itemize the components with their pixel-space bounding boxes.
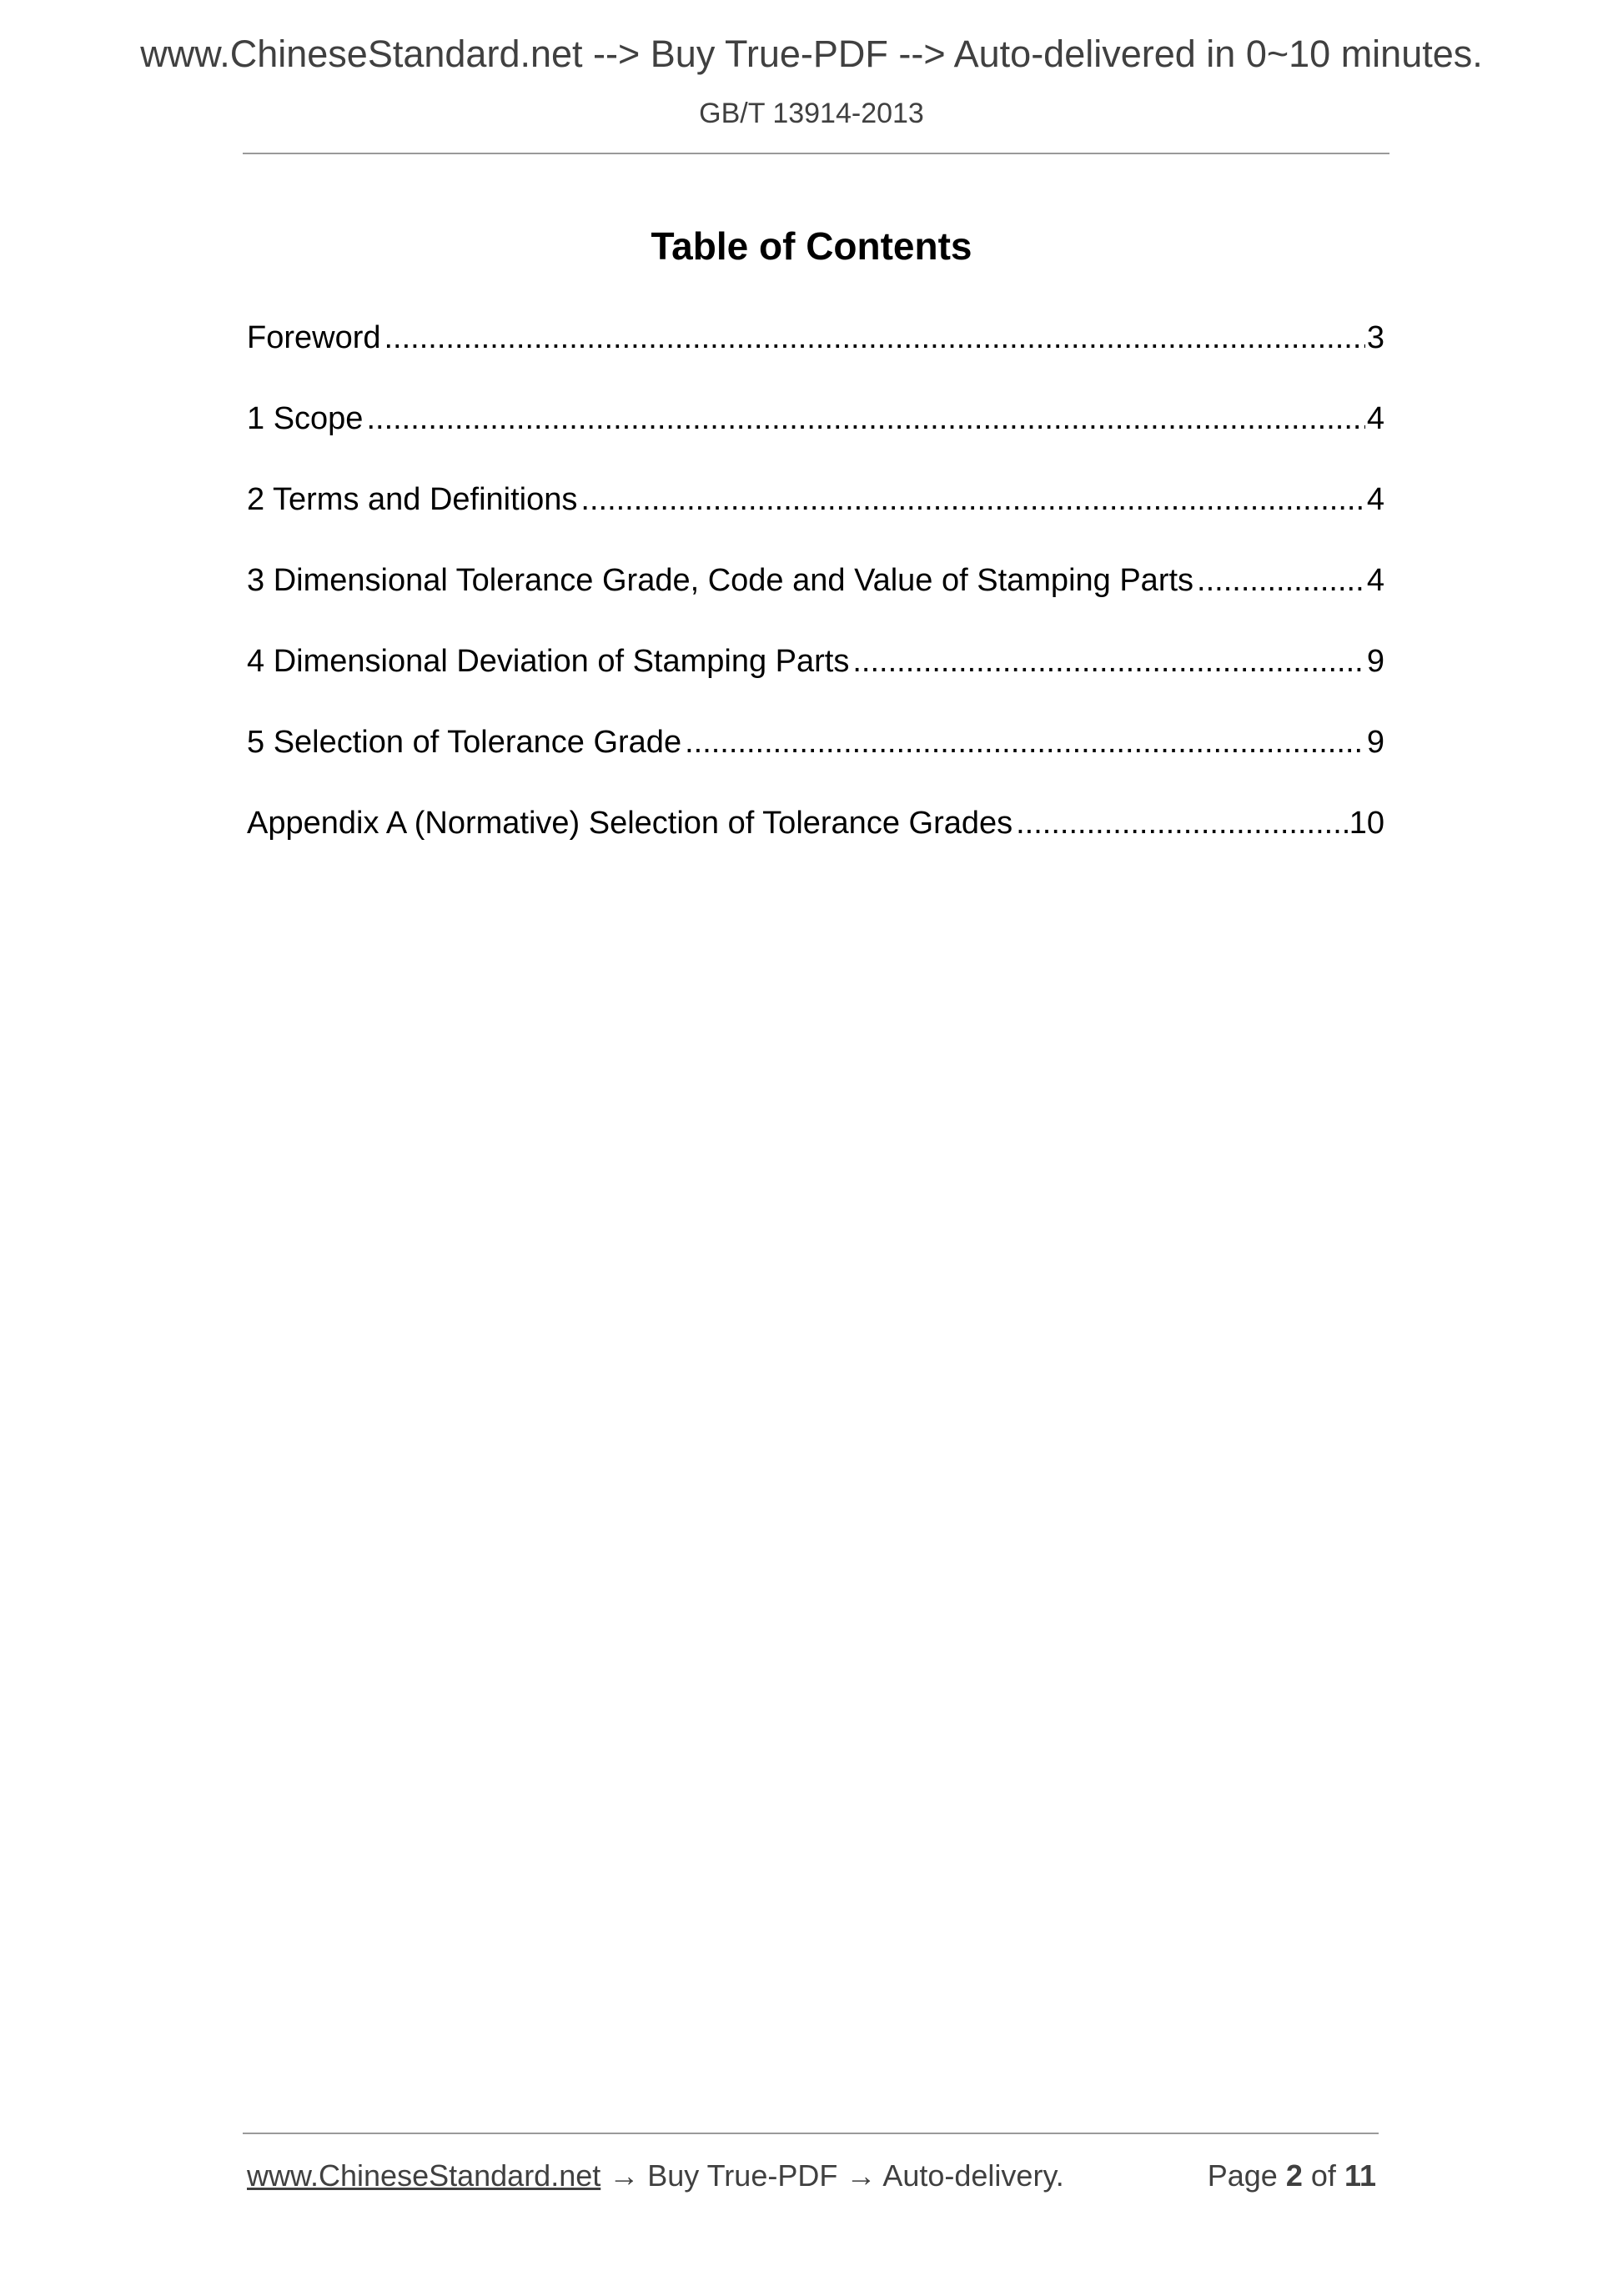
footer-tagline: → Buy True-PDF → Auto-delivery. <box>609 2158 1064 2193</box>
toc-entry-appendix-a[interactable] <box>247 802 1384 883</box>
toc-entry-page: 4 <box>1366 401 1384 436</box>
page-number <box>1208 2157 1376 2195</box>
toc-dot-leader <box>1197 560 1365 601</box>
toc-entry-page: 4 <box>1366 482 1384 517</box>
header-divider <box>243 153 1389 154</box>
toc-entry-selection-of-tolerance-grade[interactable] <box>247 721 1384 802</box>
toc-entry-foreword[interactable] <box>247 317 1384 398</box>
footer-divider <box>243 2133 1379 2134</box>
toc-dot-leader <box>384 317 1365 359</box>
toc-dot-leader <box>685 721 1365 763</box>
toc-entry-page: 4 <box>1366 563 1384 598</box>
standard-code: GB/T 13914-2013 <box>699 98 924 129</box>
toc-dot-leader <box>366 398 1364 440</box>
toc-entry-label: 2 Terms and Definitions <box>247 482 578 517</box>
toc-entry-label: Appendix A (Normative) Selection of Tolerance Grades <box>247 806 1013 841</box>
toc-entry-dimensional-deviation[interactable] <box>247 641 1384 721</box>
toc-entry-page: 9 <box>1366 644 1384 679</box>
toc-dot-leader <box>580 479 1364 520</box>
current-page-number: 2 <box>1285 2158 1303 2193</box>
page-word: Page <box>1207 2158 1278 2193</box>
toc-entry-label: 4 Dimensional Deviation of Stamping Parts <box>247 644 850 679</box>
footer-site-link[interactable]: www.ChineseStandard.net <box>247 2158 601 2193</box>
toc-entry-label: Foreword <box>247 320 381 355</box>
toc-entry-dimensional-tolerance-grade[interactable] <box>247 560 1384 641</box>
toc-entry-page: 3 <box>1366 320 1384 355</box>
toc-entry-page: 9 <box>1366 725 1384 760</box>
toc-entry-label: 3 Dimensional Tolerance Grade, Code and Value of Stamping Parts <box>247 563 1194 598</box>
top-banner: www.ChineseStandard.net --> Buy True-PDF --> Auto-delivered in 0~10 minutes. <box>140 33 1483 75</box>
toc-entry-label: 5 Selection of Tolerance Grade <box>247 725 682 760</box>
toc-entry-terms-and-definitions[interactable] <box>247 479 1384 560</box>
total-pages-number: 11 <box>1344 2158 1376 2193</box>
toc-dot-leader <box>1016 802 1348 844</box>
toc-list <box>247 317 1384 883</box>
toc-entry-page: 10 <box>1349 806 1384 841</box>
of-word: of <box>1310 2158 1336 2193</box>
toc-entry-label: 1 Scope <box>247 401 364 436</box>
toc-dot-leader <box>852 641 1365 682</box>
toc-title: Table of Contents <box>651 224 972 268</box>
toc-entry-scope[interactable] <box>247 398 1384 479</box>
footer-promo <box>247 2157 1064 2195</box>
